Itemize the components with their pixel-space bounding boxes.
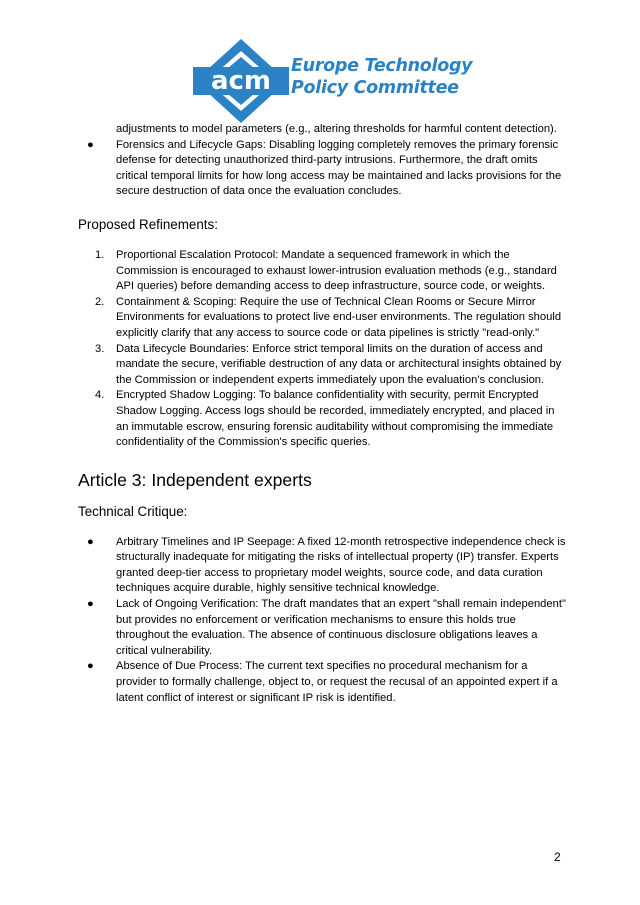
- list-item-text: Absence of Due Process: The current text specifies no procedural mechanism for a provider to formally challenge, object to, or request the recusal of an appointed expert if a latent conflict of interest or significant IP risk is identified.: [116, 660, 558, 704]
- bullet-list-1: [78, 138, 568, 200]
- list-number: 2.: [95, 295, 105, 308]
- list-item-text: Lack of Ongoing Verification: The draft mandates that an expert "shall remain independent" but provides no enforcement or verification mechanisms to ensure this holds true throughout the evaluation. The absence of continuous disclosure obligations leaves a critical vulnerability.: [116, 598, 566, 657]
- list-item: [78, 659, 568, 706]
- list-number: 3.: [95, 342, 105, 355]
- list-item-text: Data Lifecycle Boundaries: Enforce strict temporal limits on the duration of access and mandate the secure, verifiable destruction of any data or architectural insights obtained by the Commission or independent experts immediately upon the evaluation's conclusion.: [116, 342, 562, 386]
- list-number: 1.: [95, 248, 105, 261]
- list-item-text: Proportional Escalation Protocol: Mandate a sequenced framework in which the Commission is encouraged to exhaust lower-intrusion evaluation methods (e.g., standard API queries) before demanding access to deep infrastructure, source code, or weights.: [116, 248, 557, 293]
- list-item: [78, 597, 568, 659]
- list-item-text: Containment & Scoping: Require the use of Technical Clean Rooms or Secure Mirror Environments for evaluations to protect live end-user environments. The regulation should explicitly clarify that any access to source code or data pipelines is strictly "read-only.": [116, 295, 562, 339]
- list-item: [78, 295, 568, 342]
- list-item-text: Arbitrary Timelines and IP Seepage: A fixed 12-month retrospective independence check is structurally inadequate for mitigating the risks of intellectual property (IP) transfer. Experts granted deep-tier access to proprietary model weights, source code, and data curation techniques acquire durable, highly sensitive technical knowledge.: [116, 535, 566, 595]
- bullet-icon: ●: [87, 535, 94, 548]
- list-item: [78, 388, 568, 450]
- bullet-icon: ●: [87, 138, 94, 151]
- bullet-list-2: [78, 535, 568, 707]
- list-item: [78, 535, 568, 597]
- bullet-icon: ●: [87, 598, 94, 611]
- logo-wordmark: [291, 55, 472, 99]
- bullet-icon: ●: [87, 660, 94, 673]
- list-number: 4.: [95, 389, 105, 402]
- acm-diamond-logo-icon: [193, 37, 289, 125]
- page-number: 2: [554, 850, 561, 864]
- list-item-text: Encrypted Shadow Logging: To balance confidentiality with security, permit Encrypted Shadow Logging. Access logs should be recorded, immediately encrypted, and placed in an immutable escrow, ensuring forensic auditability without compromising the immediate confidentiality of the Commission's specific queries.: [116, 389, 555, 449]
- proposed-refinements-heading: Proposed Refinements:: [78, 216, 218, 232]
- document-body: [78, 122, 568, 706]
- list-item-text: Forensics and Lifecycle Gaps: Disabling logging completely removes the primary forensic defense for detecting unauthorized third-party intrusions. Furthermore, the draft omits critical temporal limits for how long access may be maintained and lacks provisions for the secure destruction of data once the evaluation concludes.: [116, 138, 562, 198]
- list-item: [78, 248, 568, 295]
- logo-mark-text: acm: [210, 66, 272, 96]
- list-item: [78, 138, 568, 200]
- logo-line-1: Europe Technology: [291, 56, 473, 76]
- continued-paragraph: adjustments to model parameters (e.g., altering thresholds for harmful content detection).: [116, 123, 557, 135]
- logo-line-2: Policy Committee: [291, 78, 459, 98]
- article-3-heading: Article 3: Independent experts: [78, 469, 312, 490]
- acm-europe-logo: [193, 37, 473, 125]
- technical-critique-heading: Technical Critique:: [78, 503, 188, 519]
- list-item: [78, 342, 568, 389]
- refinements-list: [78, 248, 568, 451]
